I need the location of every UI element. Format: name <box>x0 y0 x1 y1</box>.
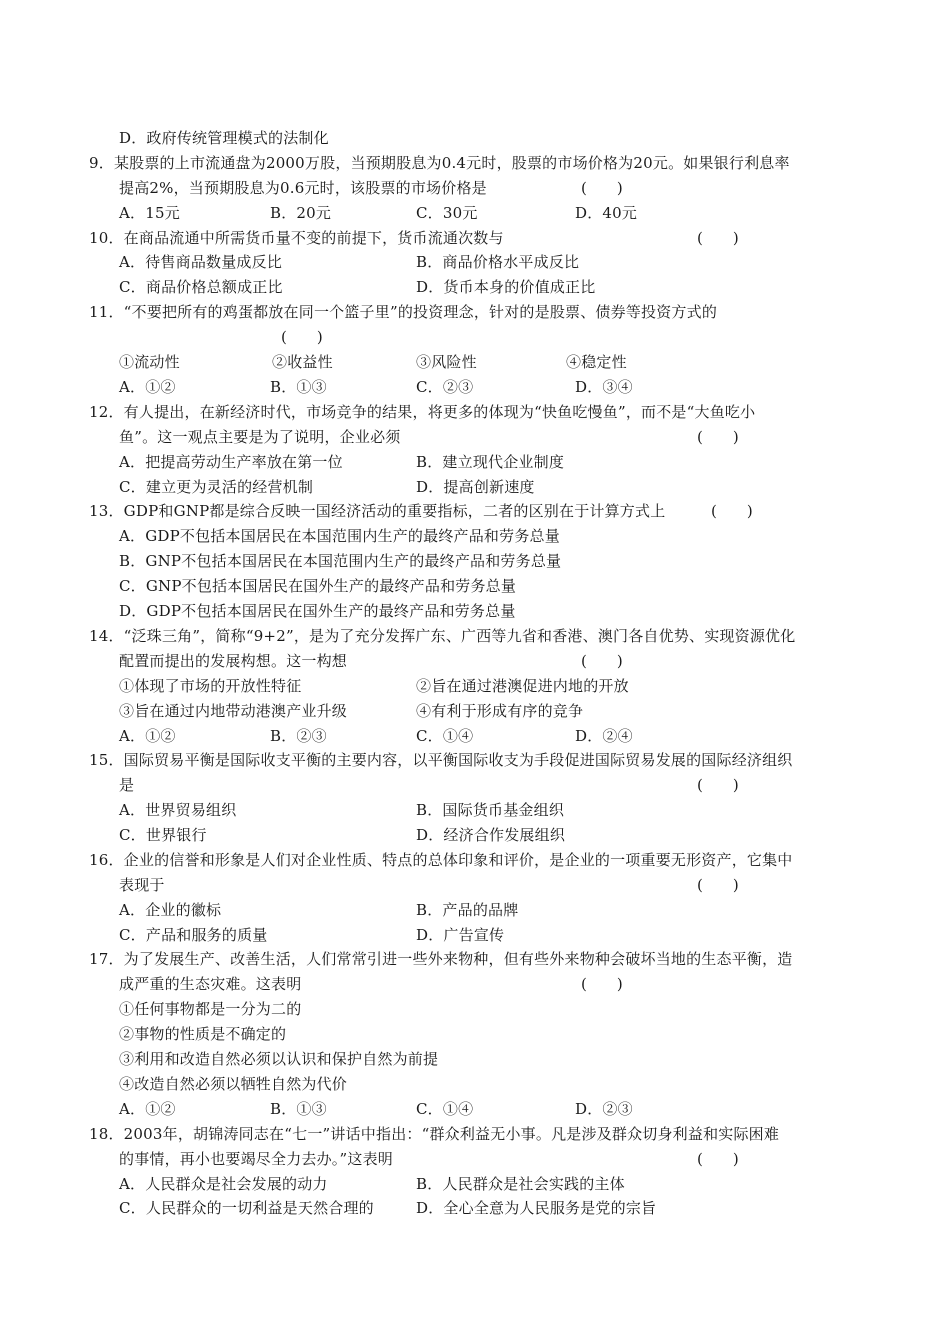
q11-item-1: ①流动性 <box>119 353 180 371</box>
q17-option-b: B．①③ <box>270 1100 327 1118</box>
q17-option-a: A．①② <box>119 1100 176 1118</box>
q17-item-1: ①任何事物都是一分为二的 <box>119 1000 302 1018</box>
q10-answer-blank: ( ) <box>697 229 739 247</box>
q11-option-a: A．①② <box>119 378 176 396</box>
q11-item-3: ③风险性 <box>416 353 477 371</box>
q15-stem-line1: 15．国际贸易平衡是国际收支平衡的主要内容，以平衡国际收支为手段促进国际贸易发展的国际经济组织 <box>89 751 793 769</box>
q11-item-4: ④稳定性 <box>566 353 627 371</box>
q15-stem-line2: 是 <box>119 776 135 794</box>
q18-option-b: B．人民群众是社会实践的主体 <box>416 1175 625 1193</box>
q9-stem-line1: 9．某股票的上市流通盘为2000万股，当预期股息为0.4元时，股票的市场价格为20元。如果银行利息率 <box>89 154 790 172</box>
q16-option-b: B．产品的品牌 <box>416 901 519 919</box>
q10-option-a: A．待售商品数量成反比 <box>119 253 283 271</box>
q18-option-a: A．人民群众是社会发展的动力 <box>119 1175 328 1193</box>
q14-item-2: ②旨在通过港澳促进内地的开放 <box>416 677 629 695</box>
q10-stem-line1: 10．在商品流通中所需货币量不变的前提下，货币流通次数与 <box>89 229 504 247</box>
q14-option-d: D．②④ <box>575 727 633 745</box>
q14-stem-line2: 配置而提出的发展构想。这一构想 <box>119 652 348 670</box>
q9-option-d: D．40元 <box>575 204 638 222</box>
q13-option-c: C．GNP不包括本国居民在国外生产的最终产品和劳务总量 <box>119 577 517 595</box>
q12-option-d: D．提高创新速度 <box>416 478 535 496</box>
q12-stem-line1: 12．有人提出，在新经济时代，市场竞争的结果，将更多的体现为“快鱼吃慢鱼”，而不是“大鱼吃小 <box>89 403 756 421</box>
q18-stem-line1: 18．2003年，胡锦涛同志在“七一”讲话中指出：“群众利益无小事。凡是涉及群众切身利益和实际困难 <box>89 1125 780 1143</box>
q15-option-a: A．世界贸易组织 <box>119 801 237 819</box>
q18-stem-line2: 的事情，再小也要竭尽全力去办。”这表明 <box>119 1150 393 1168</box>
q13-option-d: D．GDP不包括本国居民在国外生产的最终产品和劳务总量 <box>119 602 516 620</box>
q12-stem-line2: 鱼”。这一观点主要是为了说明，企业必须 <box>119 428 401 446</box>
q11-answer-blank: ( ) <box>281 328 323 346</box>
q18-answer-blank: ( ) <box>697 1150 739 1168</box>
q11-stem-line1: 11．“不要把所有的鸡蛋都放在同一个篮子里”的投资理念，针对的是股票、债券等投资方式的 <box>89 303 718 321</box>
q15-option-b: B．国际货币基金组织 <box>416 801 565 819</box>
q15-option-c: C．世界银行 <box>119 826 207 844</box>
q10-option-c: C．商品价格总额成正比 <box>119 278 283 296</box>
q15-answer-blank: ( ) <box>697 776 739 794</box>
q16-answer-blank: ( ) <box>697 876 739 894</box>
q11-item-2: ②收益性 <box>272 353 333 371</box>
q14-option-c: C．①④ <box>416 727 474 745</box>
q12-option-b: B．建立现代企业制度 <box>416 453 565 471</box>
q14-option-b: B．②③ <box>270 727 327 745</box>
q18-option-d: D．全心全意为人民服务是党的宗旨 <box>416 1199 657 1217</box>
q14-stem-line1: 14．“泛珠三角”，简称“9+2”，是为了充分发挥广东、广西等九省和香港、澳门各自优势、实现资源优化 <box>89 627 796 645</box>
q17-option-d: D．②③ <box>575 1100 633 1118</box>
q13-stem-line1: 13．GDP和GNP都是综合反映一国经济活动的重要指标，二者的区别在于计算方式上 <box>89 502 666 520</box>
q16-stem-line2: 表现于 <box>119 876 165 894</box>
q17-item-4: ④改造自然必须以牺牲自然为代价 <box>119 1075 348 1093</box>
q17-item-2: ②事物的性质是不确定的 <box>119 1025 287 1043</box>
q11-option-c: C．②③ <box>416 378 474 396</box>
q17-answer-blank: ( ) <box>581 975 623 993</box>
q13-option-b: B．GNP不包括本国居民在本国范围内生产的最终产品和劳务总量 <box>119 552 562 570</box>
q9-option-a: A．15元 <box>119 204 180 222</box>
q12-answer-blank: ( ) <box>697 428 739 446</box>
q14-answer-blank: ( ) <box>581 652 623 670</box>
q14-option-a: A．①② <box>119 727 176 745</box>
q16-option-c: C．产品和服务的质量 <box>119 926 268 944</box>
q12-option-c: C．建立更为灵活的经营机制 <box>119 478 314 496</box>
q17-stem-line2: 成严重的生态灾难。这表明 <box>119 975 302 993</box>
q14-item-4: ④有利于形成有序的竞争 <box>416 702 584 720</box>
q9-option-c: C．30元 <box>416 204 478 222</box>
q18-option-c: C．人民群众的一切利益是天然合理的 <box>119 1199 374 1217</box>
q8-option-d: D．政府传统管理模式的法制化 <box>119 129 329 147</box>
q11-option-d: D．③④ <box>575 378 633 396</box>
q17-item-3: ③利用和改造自然必须以认识和保护自然为前提 <box>119 1050 439 1068</box>
q12-option-a: A．把提高劳动生产率放在第一位 <box>119 453 343 471</box>
q17-stem-line1: 17．为了发展生产、改善生活，人们常常引进一些外来物种，但有些外来物种会破坏当地的生态平衡，造 <box>89 950 793 968</box>
q15-option-d: D．经济合作发展组织 <box>416 826 566 844</box>
q9-answer-blank: ( ) <box>581 179 623 197</box>
q10-option-b: B．商品价格水平成反比 <box>416 253 580 271</box>
q13-option-a: A．GDP不包括本国居民在本国范围内生产的最终产品和劳务总量 <box>119 527 560 545</box>
q9-option-b: B．20元 <box>270 204 332 222</box>
q16-option-d: D．广告宣传 <box>416 926 505 944</box>
q14-item-1: ①体现了市场的开放性特征 <box>119 677 302 695</box>
q9-stem-line2: 提高2%，当预期股息为0.6元时，该股票的市场价格是 <box>119 179 487 197</box>
q11-option-b: B．①③ <box>270 378 327 396</box>
q16-option-a: A．企业的徽标 <box>119 901 222 919</box>
q16-stem-line1: 16．企业的信誉和形象是人们对企业性质、特点的总体印象和评价，是企业的一项重要无形资产，它集中 <box>89 851 793 869</box>
q10-option-d: D．货币本身的价值成正比 <box>416 278 596 296</box>
q13-answer-blank: ( ) <box>711 502 753 520</box>
q14-item-3: ③旨在通过内地带动港澳产业升级 <box>119 702 348 720</box>
q17-option-c: C．①④ <box>416 1100 474 1118</box>
